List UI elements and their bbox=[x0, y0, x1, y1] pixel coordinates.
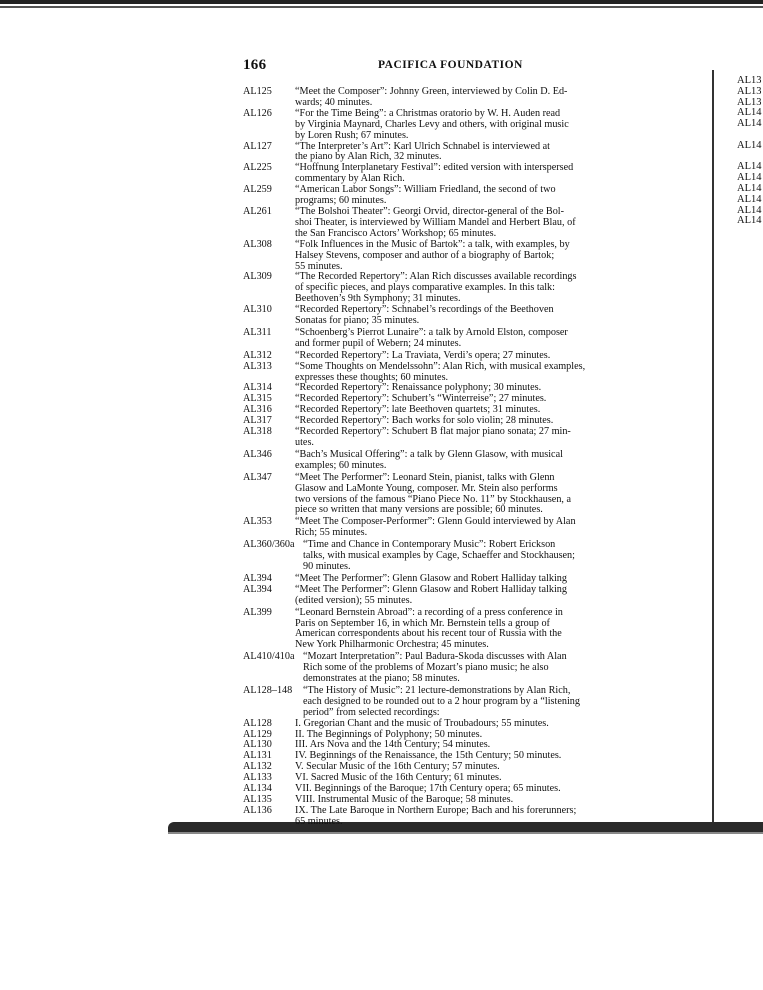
facing-code: AL13 bbox=[737, 76, 762, 86]
entry-code: AL131 bbox=[243, 750, 272, 762]
entry-code: AL317 bbox=[243, 415, 272, 427]
entry-description: “Some Thoughts on Mendelssohn”: Alan Rich, with musical examples, expresses these thoughts; 60 minutes. bbox=[295, 360, 586, 383]
catalog-entry bbox=[243, 142, 653, 164]
facing-code: AL14 bbox=[737, 193, 762, 205]
facing-code: AL14 bbox=[737, 204, 762, 216]
catalog-entry bbox=[243, 87, 653, 109]
facing-code: AL14 bbox=[737, 118, 762, 130]
entry-code: AL360/360a bbox=[243, 539, 295, 551]
entry-description: IV. Beginnings of the Renaissance, the 15th Century; 50 minutes. bbox=[295, 750, 562, 762]
catalog-entry bbox=[243, 608, 653, 652]
entry-code: AL136 bbox=[243, 804, 272, 816]
catalog-entry bbox=[243, 719, 653, 730]
entry-code: AL399 bbox=[243, 606, 272, 618]
catalog-entry bbox=[243, 185, 653, 207]
catalog-entry bbox=[243, 473, 653, 517]
entry-description: II. The Beginnings of Polyphony; 50 minutes. bbox=[295, 728, 483, 740]
entry-code: AL318 bbox=[243, 426, 272, 438]
entry-description: “Meet The Performer”: Leonard Stein, pianist, talks with Glenn Glasow and LaMonte Young, composer. Mr. Stein also performs two versions of the famous “Piano Piece No. 11” by Stockhausen, a piece so written that many versions are possible; 60 minutes. bbox=[295, 471, 572, 516]
entry-description: IX. The Late Baroque in Northern Europe; Bach and his forerunners; 65 minutes. bbox=[295, 804, 577, 827]
entry-code: AL128 bbox=[243, 717, 272, 729]
catalog-entry bbox=[243, 272, 653, 305]
bottom-page-shadow bbox=[168, 832, 763, 834]
running-head: PACIFICA FOUNDATION bbox=[378, 59, 523, 71]
entry-description: “The Interpreter’s Art”: Karl Ulrich Schnabel is interviewed at the piano by Alan Rich, 32 minutes. bbox=[295, 140, 550, 163]
entry-description: “Meet The Performer”: Glenn Glasow and Robert Halliday talking (edited version); 55 minutes. bbox=[295, 583, 567, 606]
entry-description: I. Gregorian Chant and the music of Troubadours; 55 minutes. bbox=[295, 717, 549, 729]
entry-description: “The Bolshoi Theater”: Georgi Orvid, director-general of the Bol- shoi Theater, is interviewed by William Mandel and Herbert Blau, of the San Francisco Actors’ Workshop; 65 minutes. bbox=[295, 205, 576, 239]
facing-code: AL13 bbox=[737, 96, 762, 108]
entry-description: “Recorded Repertory”: Schubert B flat major piano sonata; 27 min- utes. bbox=[295, 426, 571, 448]
top-edge-rule bbox=[0, 0, 763, 4]
catalog-entry bbox=[243, 362, 653, 384]
entry-description: “Meet The Performer”: Glenn Glasow and Robert Halliday talking bbox=[295, 572, 567, 584]
entry-description: “Bach’s Musical Offering”: a talk by Glenn Glasow, with musical examples; 60 minutes. bbox=[295, 448, 563, 471]
entry-code: AL132 bbox=[243, 761, 272, 773]
top-edge-shadow bbox=[0, 6, 763, 8]
entry-code: AL312 bbox=[243, 349, 272, 361]
entry-description: “Recorded Repertory”: Schnabel’s recordings of the Beethoven Sonatas for piano; 35 minutes. bbox=[295, 304, 554, 327]
catalog-entry bbox=[243, 427, 653, 449]
entry-description: “Recorded Repertory”: late Beethoven quartets; 31 minutes. bbox=[295, 404, 541, 416]
catalog-entry bbox=[243, 517, 653, 539]
catalog-entry bbox=[243, 305, 653, 327]
entry-code: AL316 bbox=[243, 404, 272, 416]
entry-code: AL261 bbox=[243, 205, 272, 217]
entry-code: AL135 bbox=[243, 794, 272, 805]
entry-description: “Folk Influences in the Music of Bartok”: a talk, with examples, by Halsey Stevens, composer and author of a biography of Bartok; 55 minutes. bbox=[295, 238, 570, 272]
entry-description: “The History of Music”: 21 lecture-demonstrations by Alan Rich, each designed to be rounded out to a 2 hour program by a “listening period” from selected recordings: bbox=[303, 684, 580, 718]
entry-description: “Recorded Repertory”: La Traviata, Verdi’s opera; 27 minutes. bbox=[295, 349, 551, 361]
entry-code: AL225 bbox=[243, 162, 272, 174]
page-number: 166 bbox=[243, 57, 267, 73]
entry-description: “Schoenberg’s Pierrot Lunaire”: a talk by Arnold Elston, composer and former pupil of Webern; 24 minutes. bbox=[295, 326, 568, 349]
entry-code: AL259 bbox=[243, 184, 272, 196]
entry-code: AL353 bbox=[243, 516, 272, 528]
entry-code: AL130 bbox=[243, 739, 272, 751]
catalog-entry bbox=[243, 109, 653, 142]
catalog-entry bbox=[243, 686, 653, 719]
entry-description: “Meet the Composer”: Johnny Green, interviewed by Colin D. Ed- wards; 40 minutes. bbox=[295, 86, 568, 108]
entry-code: AL128–148 bbox=[243, 684, 293, 696]
facing-code: AL14 bbox=[737, 107, 762, 119]
entry-code: AL394 bbox=[243, 572, 272, 584]
catalog-entry bbox=[243, 652, 653, 685]
entry-description: V. Secular Music of the 16th Century; 57 minutes. bbox=[295, 761, 500, 773]
entry-description: VIII. Instrumental Music of the Baroque; 58 minutes. bbox=[295, 794, 514, 805]
entry-code: AL125 bbox=[243, 86, 272, 97]
entry-code: AL313 bbox=[243, 360, 272, 372]
entry-description: “For the Time Being”: a Christmas oratorio by W. H. Auden read by Virginia Maynard, Charles Levy and others, with original music by Loren Rush; 67 minutes. bbox=[295, 107, 569, 141]
entry-code: AL133 bbox=[243, 772, 272, 784]
facing-code: AL14 bbox=[737, 172, 762, 184]
entry-code: AL126 bbox=[243, 107, 272, 119]
entry-description: VI. Sacred Music of the 16th Century; 61 minutes. bbox=[295, 772, 502, 784]
facing-page-edge bbox=[712, 70, 714, 830]
catalog-entry bbox=[243, 540, 653, 573]
entry-code: AL311 bbox=[243, 326, 272, 338]
facing-code: AL14 bbox=[737, 182, 762, 194]
entry-description: “The Recorded Repertory”: Alan Rich discusses available recordings of specific pieces, and plays comparative examples. In this talk: Beethoven’s 9th Symphony; 31 minutes. bbox=[295, 271, 577, 305]
entry-description: III. Ars Nova and the 14th Century; 54 minutes. bbox=[295, 739, 491, 751]
entry-code: AL308 bbox=[243, 238, 272, 250]
entry-description: “Mozart Interpretation”: Paul Badura-Skoda discusses with Alan Rich some of the problems of Mozart’s piano music; he also demonstrates at the piano; 58 minutes. bbox=[303, 651, 567, 685]
catalog-entry bbox=[243, 585, 653, 607]
entry-description: “Time and Chance in Contemporary Music”: Robert Erickson talks, with musical examples by Cage, Schaeffer and Stockhausen; 90 minutes. bbox=[303, 539, 575, 572]
catalog-entry bbox=[243, 806, 653, 828]
entry-description: “Recorded Repertory”: Schubert’s “Winterreise”; 27 minutes. bbox=[295, 393, 547, 405]
entry-code: AL310 bbox=[243, 304, 272, 316]
catalog-entry bbox=[243, 240, 653, 273]
entry-description: “Recorded Repertory”: Renaissance polyphony; 30 minutes. bbox=[295, 382, 542, 394]
entry-description: “Hoffnung Interplanetary Festival”: edited version with interspersed commentary by Alan Rich. bbox=[295, 162, 574, 185]
entry-code: AL127 bbox=[243, 140, 272, 152]
entry-code: AL410/410a bbox=[243, 651, 295, 663]
catalog-entry bbox=[243, 207, 653, 240]
catalog-entries bbox=[243, 87, 653, 828]
entry-code: AL129 bbox=[243, 728, 272, 740]
entry-code: AL134 bbox=[243, 783, 272, 795]
facing-code: AL14 bbox=[737, 139, 762, 151]
entry-code: AL347 bbox=[243, 471, 272, 483]
entry-code: AL315 bbox=[243, 393, 272, 405]
entry-description: “Meet The Composer-Performer”: Glenn Gould interviewed by Alan Rich; 55 minutes. bbox=[295, 516, 576, 539]
facing-code: AL14 bbox=[737, 161, 762, 173]
entry-description: “Recorded Repertory”: Bach works for solo violin; 28 minutes. bbox=[295, 415, 554, 427]
facing-page-codes bbox=[737, 76, 763, 227]
entry-code: AL309 bbox=[243, 271, 272, 283]
entry-description: “Leonard Bernstein Abroad”: a recording of a press conference in Paris on September 16, in which Mr. Bernstein tells a group of American correspondents about his recent tour of Russia with the New York Philharmonic Orchestra; 45 minutes. bbox=[295, 606, 563, 651]
entry-code: AL346 bbox=[243, 448, 272, 460]
entry-code: AL394 bbox=[243, 583, 272, 595]
catalog-entry bbox=[243, 328, 653, 350]
entry-description: “American Labor Songs”: William Friedland, the second of two programs; 60 minutes. bbox=[295, 184, 556, 207]
facing-code: AL14 bbox=[737, 215, 762, 227]
entry-description: VII. Beginnings of the Baroque; 17th Century opera; 65 minutes. bbox=[295, 783, 561, 795]
catalog-entry bbox=[243, 163, 653, 185]
facing-code: AL13 bbox=[737, 85, 762, 97]
entry-code: AL314 bbox=[243, 382, 272, 394]
catalog-entry bbox=[243, 450, 653, 472]
